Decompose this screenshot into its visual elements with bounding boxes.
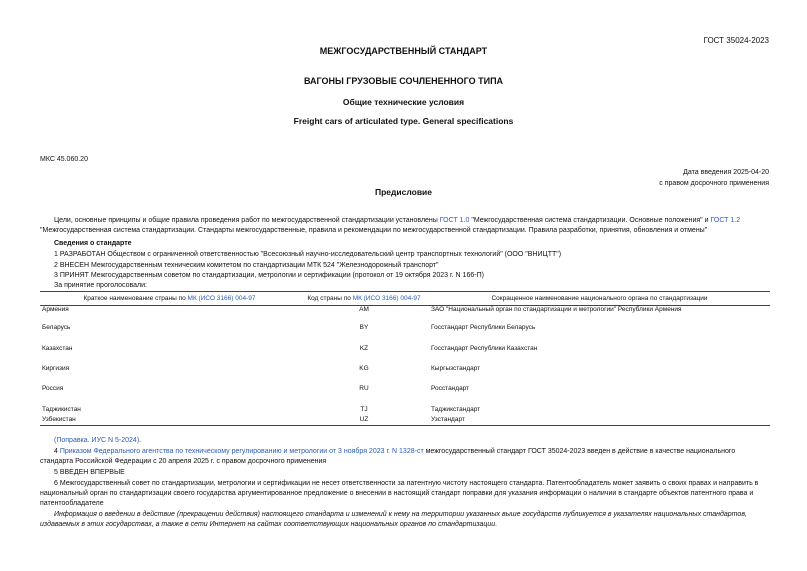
body-cell: Таджикстандарт bbox=[431, 405, 481, 413]
voting-countries-table bbox=[40, 291, 770, 426]
item-4-order: 4 Приказом Федерального агентства по техническому регулированию и метрологии от 3 ноября 2023 г. N 1328-ст межгосударственный стандарт ГОСТ 35024-2023 введен в действие в качестве национального стандарта Российской Федерации с 20 апреля 2025 г. с правом досрочного применения bbox=[40, 448, 736, 465]
table-row bbox=[40, 345, 770, 365]
table-row bbox=[40, 306, 770, 324]
body-cell: Росстандарт bbox=[431, 384, 470, 392]
mk-iso-link[interactable]: МК (ИСО 3166) 004-97 bbox=[187, 295, 256, 302]
introduction-date-block bbox=[659, 167, 769, 189]
code-cell: KZ bbox=[359, 344, 369, 352]
goals-paragraph bbox=[40, 216, 770, 236]
amendment-link[interactable]: (Поправка. ИУС N 5-2024) bbox=[54, 437, 140, 444]
body-cell: ЗАО "Национальный орган по стандартизации и метрологии" Республики Армения bbox=[431, 306, 682, 313]
column-header-code: Код страны по МК (ИСО 3166) 004-97 bbox=[299, 292, 429, 306]
item-2-submitted: 2 ВНЕСЕН Межгосударственным техническим комитетом по стандартизации МТК 524 "Железнодорожный транспорт" bbox=[54, 262, 439, 269]
goals-text-1: Цели, основные принципы и общие правила проведения работ по межгосударственной стандартизации установлены bbox=[54, 217, 440, 224]
table-header-row bbox=[40, 292, 770, 306]
country-cell: Узбекистан bbox=[40, 416, 299, 426]
item-5-introduced: 5 ВВЕДЕН ВПЕРВЫЕ bbox=[54, 469, 125, 476]
body-cell: Госстандарт Республики Казахстан bbox=[431, 344, 538, 352]
introduction-date: Дата введения 2025-04-20 bbox=[683, 169, 769, 176]
item-3-adopted: 3 ПРИНЯТ Межгосударственным советом по стандартизации, метрологии и сертификации (протокол от 19 октября 2023 г. N 166-П) bbox=[54, 272, 484, 279]
voted-for-label: За принятие проголосовали: bbox=[54, 282, 147, 289]
code-cell: UZ bbox=[299, 416, 429, 426]
publication-info-note: Информация о введении в действие (прекращении действия) настоящего стандарта и изменений к нему на территории указанных выше государств публикуется в указателях национальных стандартов, издаваемых в этих государствах, а также в сети Интернет на сайтах соответствующих национальных органов по стандартизации. bbox=[40, 511, 747, 528]
body-cell: Кыргызстандарт bbox=[431, 364, 481, 372]
code-cell: BY bbox=[359, 323, 369, 331]
country-cell: Киргизия bbox=[42, 364, 70, 372]
column-header-country: Краткое наименование страны по МК (ИСО 3166) 004-97 bbox=[40, 292, 299, 306]
country-cell: Таджикистан bbox=[42, 405, 81, 413]
document-code: ГОСТ 35024-2023 bbox=[703, 36, 769, 45]
body-cell: Госстандарт Республики Беларусь bbox=[431, 323, 536, 331]
standard-info-heading: Сведения о стандарте bbox=[54, 240, 132, 247]
item-1-developed: 1 РАЗРАБОТАН Обществом с ограниченной ответственностью "Всесоюзный научно-исследовательский центр транспортных технологий" (ООО "ВНИЦТТ") bbox=[54, 251, 562, 258]
country-cell: Казахстан bbox=[42, 344, 73, 352]
introduction-note: с правом досрочного применения bbox=[659, 180, 769, 187]
document-title-english: Freight cars of articulated type. General specifications bbox=[293, 116, 514, 126]
table-row bbox=[40, 406, 770, 416]
column-header-body: Сокращенное наименование национального органа по стандартизации bbox=[429, 292, 770, 306]
document-title: ВАГОНЫ ГРУЗОВЫЕ СОЧЛЕНЕННОГО ТИПА bbox=[303, 76, 504, 86]
table-row bbox=[40, 365, 770, 385]
country-cell: Беларусь bbox=[42, 323, 71, 331]
table-row bbox=[40, 385, 770, 406]
code-cell: AM bbox=[359, 306, 369, 313]
amendment-note: (Поправка. ИУС N 5-2024). bbox=[54, 437, 142, 444]
standard-type-heading: МЕЖГОСУДАРСТВЕННЫЙ СТАНДАРТ bbox=[319, 46, 488, 56]
code-cell: KG bbox=[359, 364, 369, 372]
mk-iso-link[interactable]: МК (ИСО 3166) 004-97 bbox=[352, 295, 421, 302]
document-subtitle: Общие технические условия bbox=[342, 97, 465, 107]
gost-1-2-link[interactable]: ГОСТ 1.2 bbox=[710, 217, 741, 224]
country-cell: Россия bbox=[42, 384, 64, 392]
code-cell: TJ bbox=[360, 405, 368, 413]
body-cell: Узстандарт bbox=[429, 416, 770, 426]
table-row bbox=[40, 324, 770, 345]
preface-heading: Предисловие bbox=[374, 187, 433, 197]
goals-text-2: "Межгосударственная система стандартизации. Основные положения" и bbox=[469, 217, 711, 224]
rosstandart-order-link[interactable]: Приказом Федерального агентства по техническому регулированию и метрологии от 3 ноября 2023 г. N 1328-ст bbox=[59, 448, 424, 455]
country-cell: Армения bbox=[42, 306, 69, 313]
goals-text-3: "Межгосударственная система стандартизации. Стандарты межгосударственные, правила и рекомендации по межгосударственной стандартизации. Правила разработки, принятия, обновления и отмены" bbox=[40, 227, 708, 234]
mks-code: МКС 45.060.20 bbox=[40, 156, 88, 163]
table-row bbox=[40, 416, 770, 426]
gost-1-0-link[interactable]: ГОСТ 1.0 bbox=[439, 217, 470, 224]
item-6-patent-notice: 6 Межгосударственный совет по стандартизации, метрологии и сертификации не несет ответственности за патентную чистоту настоящего стандарта. Патентообладатель может заявить о своих правах и направить в национальный орган по стандартизации своего государства аргументированное предложение о внесении в настоящий стандарт поправки для указания информации о наличии в стандарте объектов патентного права и патентообладателе bbox=[40, 480, 759, 507]
code-cell: RU bbox=[359, 384, 369, 392]
